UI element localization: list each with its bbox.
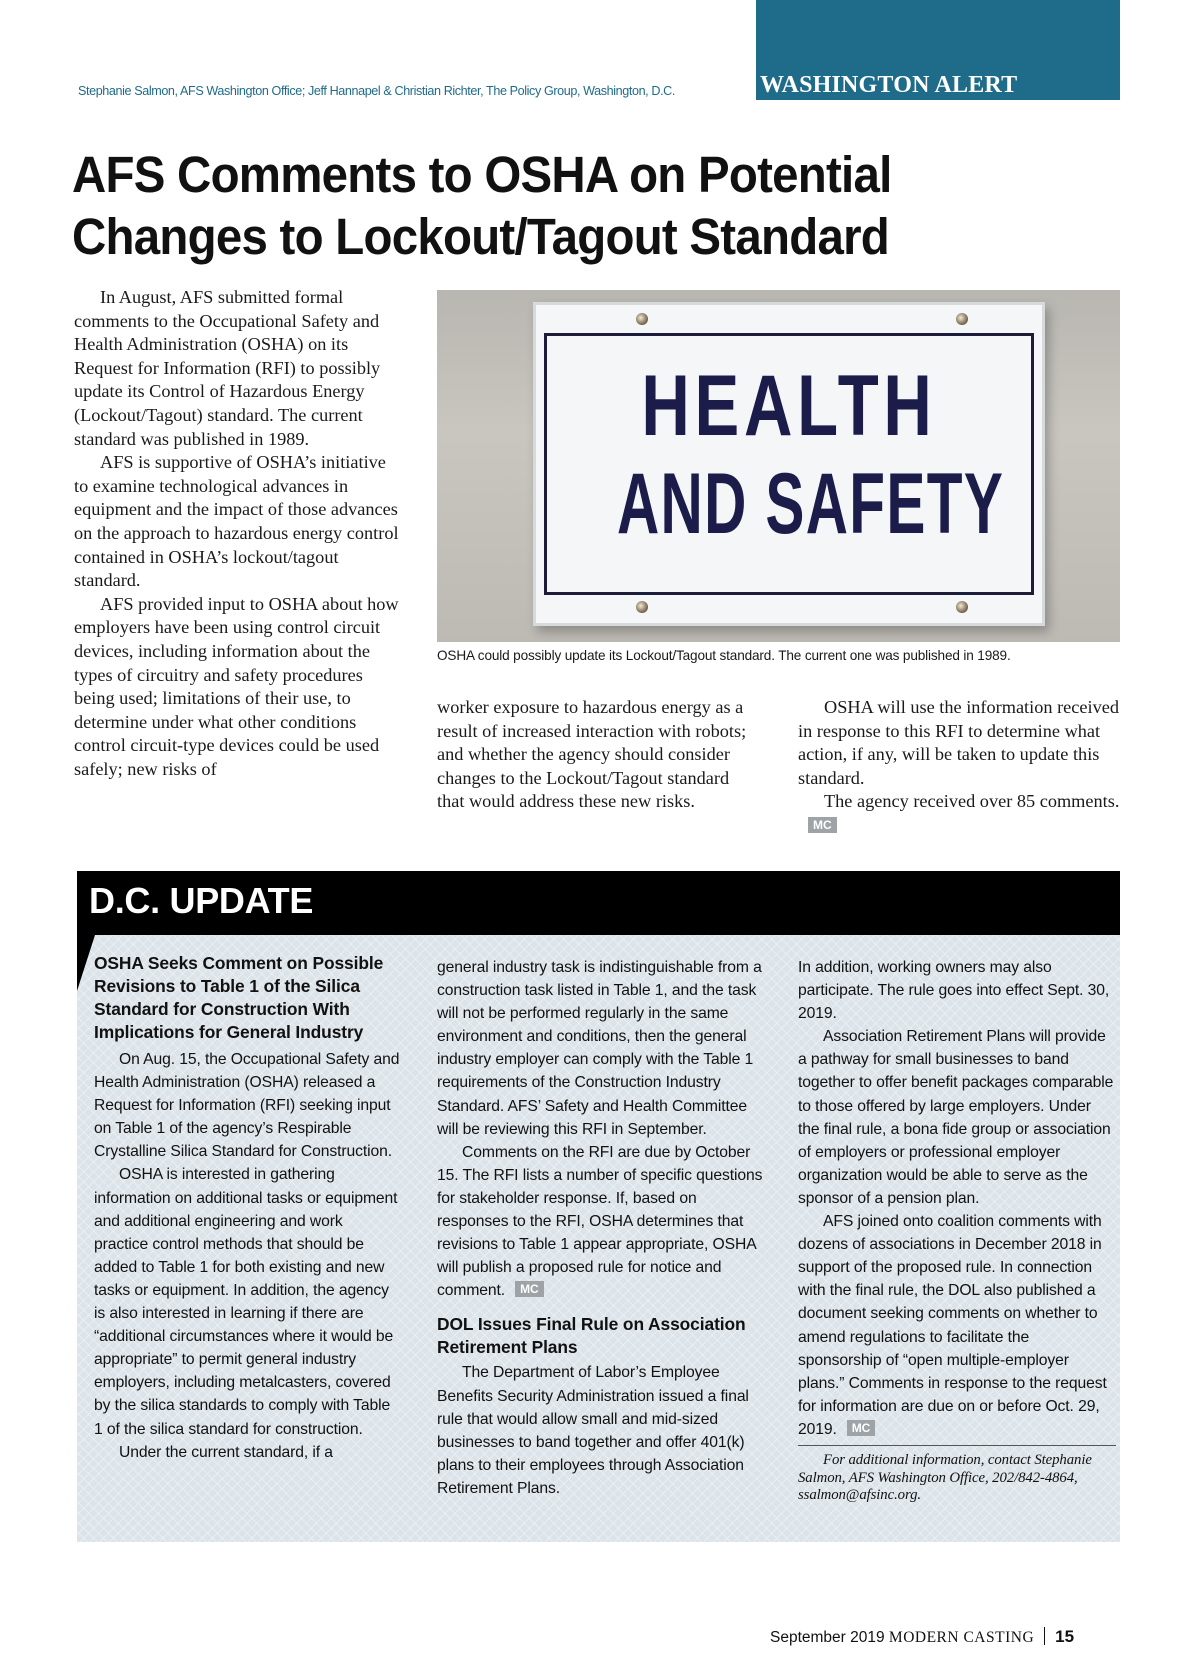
headline [72,144,1002,268]
page-number: 15 [1055,1627,1075,1646]
mc-end-badge: MC [808,817,837,833]
article-column-1 [74,286,404,781]
story-paragraph: On Aug. 15, the Occupational Safety and Health Administration (OSHA) released a Request for Information (RFI) seeking input on Table 1 of the agency’s Respirable Crystalline Silica Standard for Construction. [94,1051,400,1161]
story-paragraph: Under the current standard, if a [119,1443,333,1461]
story-paragraph: Association Retirement Plans will provide a pathway for small businesses to band together to offer benefit packages comparable to those offered by large employers. Under the final rule, a bona fide group or association of employers or professional employer organization would be able to serve as the sponsor of a pension plan. [798,1028,1114,1207]
article-paragraph: In August, AFS submitted formal comments to the Occupational Safety and Health Administration (OSHA) on its Request for Information (RFI) to possibly update its Control of Hazardous Energy (Lockout/Tagout) standard. The current standard was published in 1989. [74,287,381,449]
magazine-name: MODERN CASTING [888,1629,1035,1646]
screw-icon [636,313,648,325]
section-label: WASHINGTON ALERT [760,72,1018,98]
dc-column-2 [437,956,765,1500]
mc-end-badge: MC [515,1281,543,1297]
article-paragraph [798,790,1120,837]
health-safety-sign [533,302,1045,626]
story-paragraph: The Department of Labor’s Employee Benefits Security Administration issued a final rule that would allow small and mid-sized businesses to band together and offer 401(k) plans to their employees through Association Retirement Plans. [437,1364,749,1497]
story-paragraph-text: Comments on the RFI are due by October 15. The RFI lists a number of specific questions for stakeholder response. If, based on responses to the RFI, OSHA determines that revisions to Table 1 appear appropriate, OSHA will publish a proposed rule for notice and comment. [437,1143,763,1300]
story-paragraph: OSHA is interested in gathering information on additional tasks or equipment and additional engineering and work practice control methods that should be added to Table 1 for both existing and new tasks or equipment. In addition, the agency is also interested in learning if there are “additional circumstances where it would be appropriate” to permit general industry employers, including metalcasters, covered by the silica standards to comply with Table 1 of the silica standard for construction. [94,1166,398,1438]
dc-update-title: D.C. UPDATE [89,880,314,921]
contact-divider [798,1445,1116,1505]
photo-caption: OSHA could possibly update its Lockout/Tagout standard. The current one was published in 1989. [437,648,1011,663]
screw-icon [636,601,648,613]
dc-update-wedge [77,935,95,991]
contact-info: For additional information, contact Stephanie Salmon, AFS Washington Office, 202/842-4864, ssalmon@afsinc.org. [798,1451,1092,1504]
article-paragraph: worker exposure to hazardous energy as a result of increased interaction with robots; and whether the agency should consider changes to the Lockout/Tagout standard that would address these new risks. [437,697,747,812]
article-column-3 [798,696,1120,838]
article-paragraph-text: The agency received over 85 comments. [824,791,1120,812]
article-paragraph: OSHA will use the information received in response to this RFI to determine what action, if any, will be taken to update this standard. [798,697,1119,788]
sign-text-line-1: HEALTH [641,358,937,454]
screw-icon [956,601,968,613]
article-paragraph: AFS is supportive of OSHA’s initiative to examine technological advances in equipment and the impact of those advances on the approach to hazardous energy control contained in OSHA’s lockout/tagout standard. [74,452,399,591]
dc-column-3 [798,956,1116,1505]
dc-column-1 [94,952,400,1464]
story-paragraph: general industry task is indistinguishable from a construction task listed in Table 1, and the task will not be performed regularly in the same environment and conditions, then the general industry employer can comply with the Table 1 requirements of the Construction Industry Standard. AFS’ Safety and Health Committee will be reviewing this RFI in September. [437,959,762,1138]
page-footer [770,1627,1120,1647]
screw-icon [956,313,968,325]
story-paragraph-text: AFS joined onto coalition comments with dozens of associations in December 2018 in support of the proposed rule. In connection with the final rule, the DOL also published a document seeking comments on whether to amend regulations to facilitate the sponsorship of “open multiple-employer plans.” Comments in response to the request for information are due on or before Oct. 29, 2019. [798,1213,1107,1438]
sign-text-line-2: AND SAFETY [616,456,1005,552]
story-heading: DOL Issues Final Rule on Association Retirement Plans [437,1314,746,1358]
issue-date: September 2019 [770,1629,885,1646]
story-paragraph [437,1141,765,1303]
headline-line-1: AFS Comments to OSHA on Potential [72,146,892,203]
headline-line-2: Changes to Lockout/Tagout Standard [72,208,890,265]
article-paragraph: AFS provided input to OSHA about how employers have been using control circuit devices, including information about the types of circuitry and safety procedures being used; limitations of their use, to determine under what other conditions control circuit-type devices could be used safely; new risks of [74,593,399,779]
mc-end-badge: MC [847,1420,875,1436]
byline: Stephanie Salmon, AFS Washington Office; Jeff Hannapel & Christian Richter, The Policy Group, Washington, D.C. [78,84,675,98]
footer-divider [1044,1627,1045,1645]
story-heading: OSHA Seeks Comment on Possible Revisions to Table 1 of the Silica Standard for Construction With Implications for General Industry [94,953,384,1042]
article-column-2 [437,696,747,814]
story-paragraph [798,1210,1116,1441]
article-photo [437,290,1120,642]
story-paragraph: In addition, working owners may also participate. The rule goes into effect Sept. 30, 2019. [798,959,1110,1023]
